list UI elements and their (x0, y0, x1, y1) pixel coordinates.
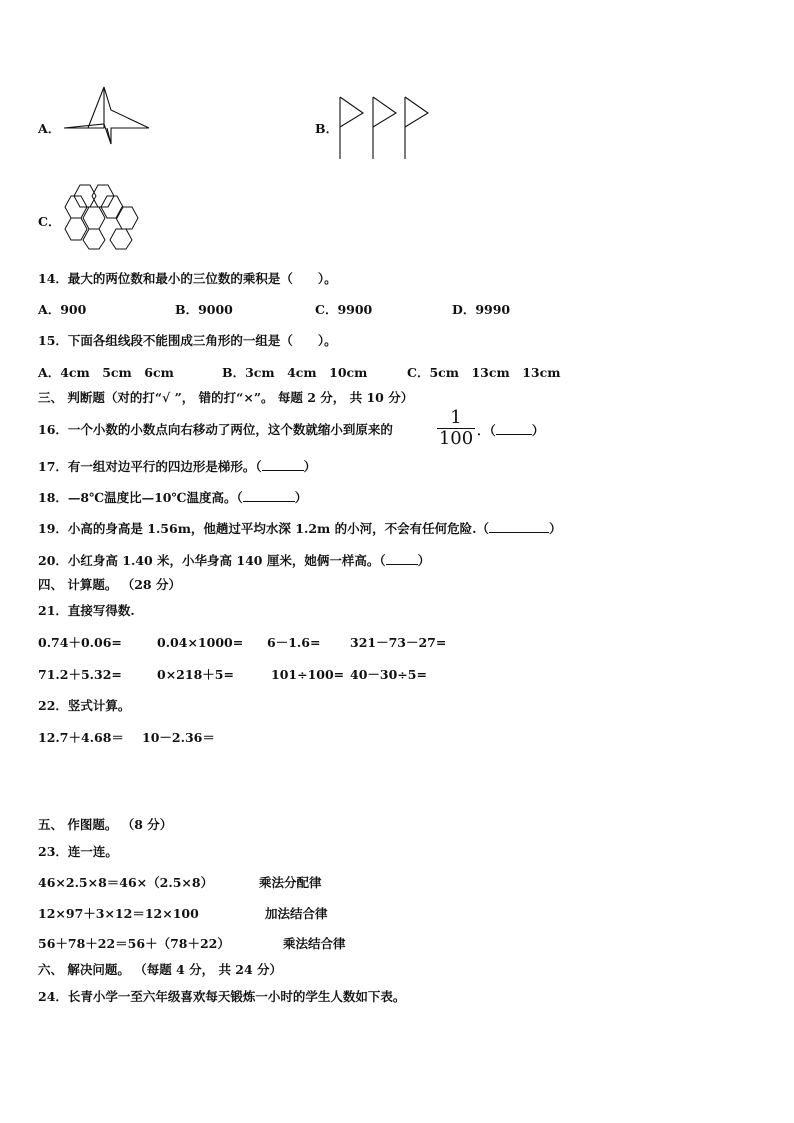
section-3-title: 三、 判断题（对的打“√ ”， 错的打“×”。 每题 2 分， 共 10 分） (38, 390, 414, 405)
matching-left-item[interactable]: 46×2.5×8＝46×（2.5×8） (38, 875, 214, 890)
option-a-label: A． (38, 121, 61, 136)
fraction-numerator: 1 (450, 407, 462, 428)
answer-blank[interactable] (243, 489, 295, 502)
section-6-title: 六、 解决问题。 （每题 4 分， 共 24 分） (38, 962, 283, 977)
option-c-label: C． (38, 214, 61, 229)
option-b-label: B． (315, 121, 339, 136)
answer-blank[interactable] (489, 520, 549, 533)
answer-blank[interactable] (262, 458, 304, 471)
answer-blank[interactable] (496, 422, 532, 435)
question-16-answer: ．（ ） (477, 423, 545, 438)
matching-right-item[interactable]: 加法结合律 (265, 906, 328, 921)
flags-figure (335, 95, 435, 161)
vertical-calc-item: 12.7＋4.68＝ (38, 730, 124, 745)
calc-item: 321－73－27= (350, 635, 447, 650)
calc-item: 40－30÷5= (350, 667, 427, 682)
q14-option-a: A．900 (38, 302, 87, 317)
fraction-one-hundredth (437, 409, 475, 448)
question-19: 19．小高的身高是 1.56m，他趟过平均水深 1.2m 的小河，不会有任何危险.（ ） (38, 521, 562, 536)
matching-left-item[interactable]: 12×97＋3×12＝12×100 (38, 906, 199, 921)
calc-item: 0.74＋0.06= (38, 635, 122, 650)
matching-left-item[interactable]: 56＋78＋22＝56＋（78＋22） (38, 936, 230, 951)
calc-item: 71.2＋5.32= (38, 667, 122, 682)
matching-right-item[interactable]: 乘法分配律 (259, 875, 322, 890)
question-20: 20．小红身高 1.40 米，小华身高 140 厘米，她俩一样高。（ ） (38, 553, 431, 568)
q15-option-c: C．5cm 13cm 13cm (407, 365, 561, 380)
calc-item: 0.04×1000= (157, 635, 244, 650)
calc-item: 6－1.6= (267, 635, 321, 650)
vertical-calc-item: 10－2.36＝ (142, 730, 215, 745)
matching-right-item[interactable]: 乘法结合律 (283, 936, 346, 951)
section-5-title: 五、 作图题。 （8 分） (38, 817, 173, 832)
question-23: 23．连一连。 (38, 844, 118, 859)
question-14: 14．最大的两位数和最小的三位数的乘积是（ ）。 (38, 271, 337, 286)
calc-item: 0×218＋5= (157, 667, 234, 682)
question-22: 22．竖式计算。 (38, 698, 131, 713)
q14-option-d: D．9990 (452, 302, 511, 317)
question-21: 21．直接写得数. (38, 603, 135, 618)
answer-blank[interactable] (386, 552, 418, 565)
question-17: 17．有一组对边平行的四边形是梯形。（ ） (38, 459, 317, 474)
q14-option-b: B．9000 (175, 302, 233, 317)
q15-option-a: A．4cm 5cm 6cm (38, 365, 174, 380)
question-15: 15．下面各组线段不能围成三角形的一组是（ ）。 (38, 333, 337, 348)
q15-option-b: B．3cm 4cm 10cm (222, 365, 368, 380)
question-16: 16．一个小数的小数点向右移动了两位，这个数就缩小到原来的 (38, 422, 393, 437)
calc-item: 101÷100= (271, 667, 345, 682)
question-18: 18．—8℃温度比—10℃温度高。（ ） (38, 490, 308, 505)
q14-option-c: C．9900 (315, 302, 373, 317)
fraction-denominator: 100 (438, 428, 474, 449)
question-24: 24．长青小学一至六年级喜欢每天锻炼一小时的学生人数如下表。 (38, 989, 406, 1004)
pinwheel-figure (60, 84, 155, 146)
hexagon-tiling-figure (60, 182, 140, 252)
section-4-title: 四、 计算题。 （28 分） (38, 577, 181, 592)
